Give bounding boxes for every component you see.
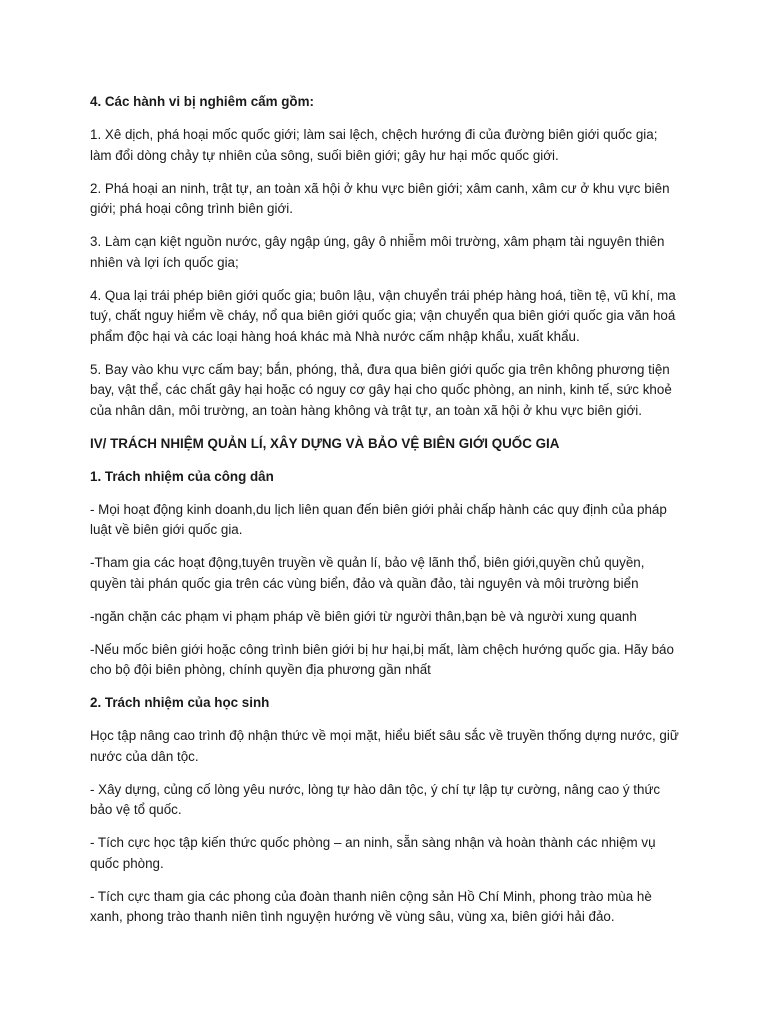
paragraph: 5. Bay vào khu vực cấm bay; bắn, phóng, thả, đưa qua biên giới quốc gia trên không phương tiện bay, vật thể, các chất gây hại hoặc có nguy cơ gây hại cho quốc phòng, an ninh, kinh tế, sức khoẻ của nhân dân, môi trường, an toàn hàng không và trật tự, an toàn xã hội ở khu vực biên giới. (90, 361, 672, 418)
paragraph: 1. Xê dịch, phá hoại mốc quốc giới; làm sai lệch, chệch hướng đi của đường biên giới quốc gia; làm đổi dòng chảy tự nhiên của sông, suối biên giới; gây hư hại mốc quốc giới. (90, 127, 658, 163)
document-body (90, 92, 682, 940)
paragraph: 4. Qua lại trái phép biên giới quốc gia; buôn lậu, vận chuyển trái phép hàng hoá, tiền tệ, vũ khí, ma tuý, chất nguy hiểm về cháy, nổ qua biên giới quốc gia; vận chuyển qua biên giới quốc gia văn hoá phẩm độc hại và các loại hàng hoá khác mà Nhà nước cấm nhập khẩu, xuất khẩu. (90, 287, 676, 344)
subheading-citizen-responsibility: 1. Trách nhiệm của công dân (90, 468, 274, 484)
paragraph: - Mọi hoạt động kinh doanh,du lịch liên quan đến biên giới phải chấp hành các quy định của pháp luật về biên giới quốc gia. (90, 501, 667, 537)
paragraph: -ngăn chặn các phạm vi phạm pháp về biên giới từ người thân,bạn bè và người xung quanh (90, 608, 637, 624)
section-heading-prohibited-acts: 4. Các hành vi bị nghiêm cấm gồm: (90, 94, 314, 109)
paragraph: 2. Phá hoại an ninh, trật tự, an toàn xã hội ở khu vực biên giới; xâm canh, xâm cư ở khu vực biên giới; phá hoại công trình biên giới. (90, 180, 670, 216)
paragraph: Học tập nâng cao trình độ nhận thức về mọi mặt, hiểu biết sâu sắc về truyền thống dựng nước, giữ nước của dân tộc. (90, 728, 679, 764)
subheading-student-responsibility: 2. Trách nhiệm của học sinh (90, 695, 270, 710)
paragraph: -Nếu mốc biên giới hoặc công trình biên giới bị hư hại,bị mất, làm chệch hướng quốc gia. Hãy báo cho bộ đội biên phòng, chính quyền địa phương gần nhất (90, 641, 674, 677)
paragraph: - Xây dựng, củng cố lòng yêu nước, lòng tự hào dân tộc, ý chí tự lập tự cường, nâng cao ý thức bảo vệ tổ quốc. (90, 781, 661, 817)
paragraph: - Tích cực học tập kiến thức quốc phòng – an ninh, sẵn sàng nhận và hoàn thành các nhiệm vụ quốc phòng. (90, 835, 656, 871)
paragraph: - Tích cực tham gia các phong của đoàn thanh niên cộng sản Hồ Chí Minh, phong trào mùa hè xanh, phong trào thanh niên tình nguyện hướng về vùng sâu, vùng xa, biên giới hải đảo. (90, 888, 652, 924)
section-heading-responsibilities: IV/ TRÁCH NHIỆM QUẢN LÍ, XÂY DỰNG VÀ BẢO VỆ BIÊN GIỚI QUỐC GIA (90, 435, 560, 451)
paragraph: 3. Làm cạn kiệt nguồn nước, gây ngập úng, gây ô nhiễm môi trường, xâm phạm tài nguyên thiên nhiên và lợi ích quốc gia; (90, 234, 665, 270)
paragraph: -Tham gia các hoạt động,tuyên truyền về quản lí, bảo vệ lãnh thổ, biên giới,quyền chủ quyền, quyền tài phán quốc gia trên các vùng biển, đảo và quần đảo, tài nguyên và môi trường biển (90, 555, 645, 591)
